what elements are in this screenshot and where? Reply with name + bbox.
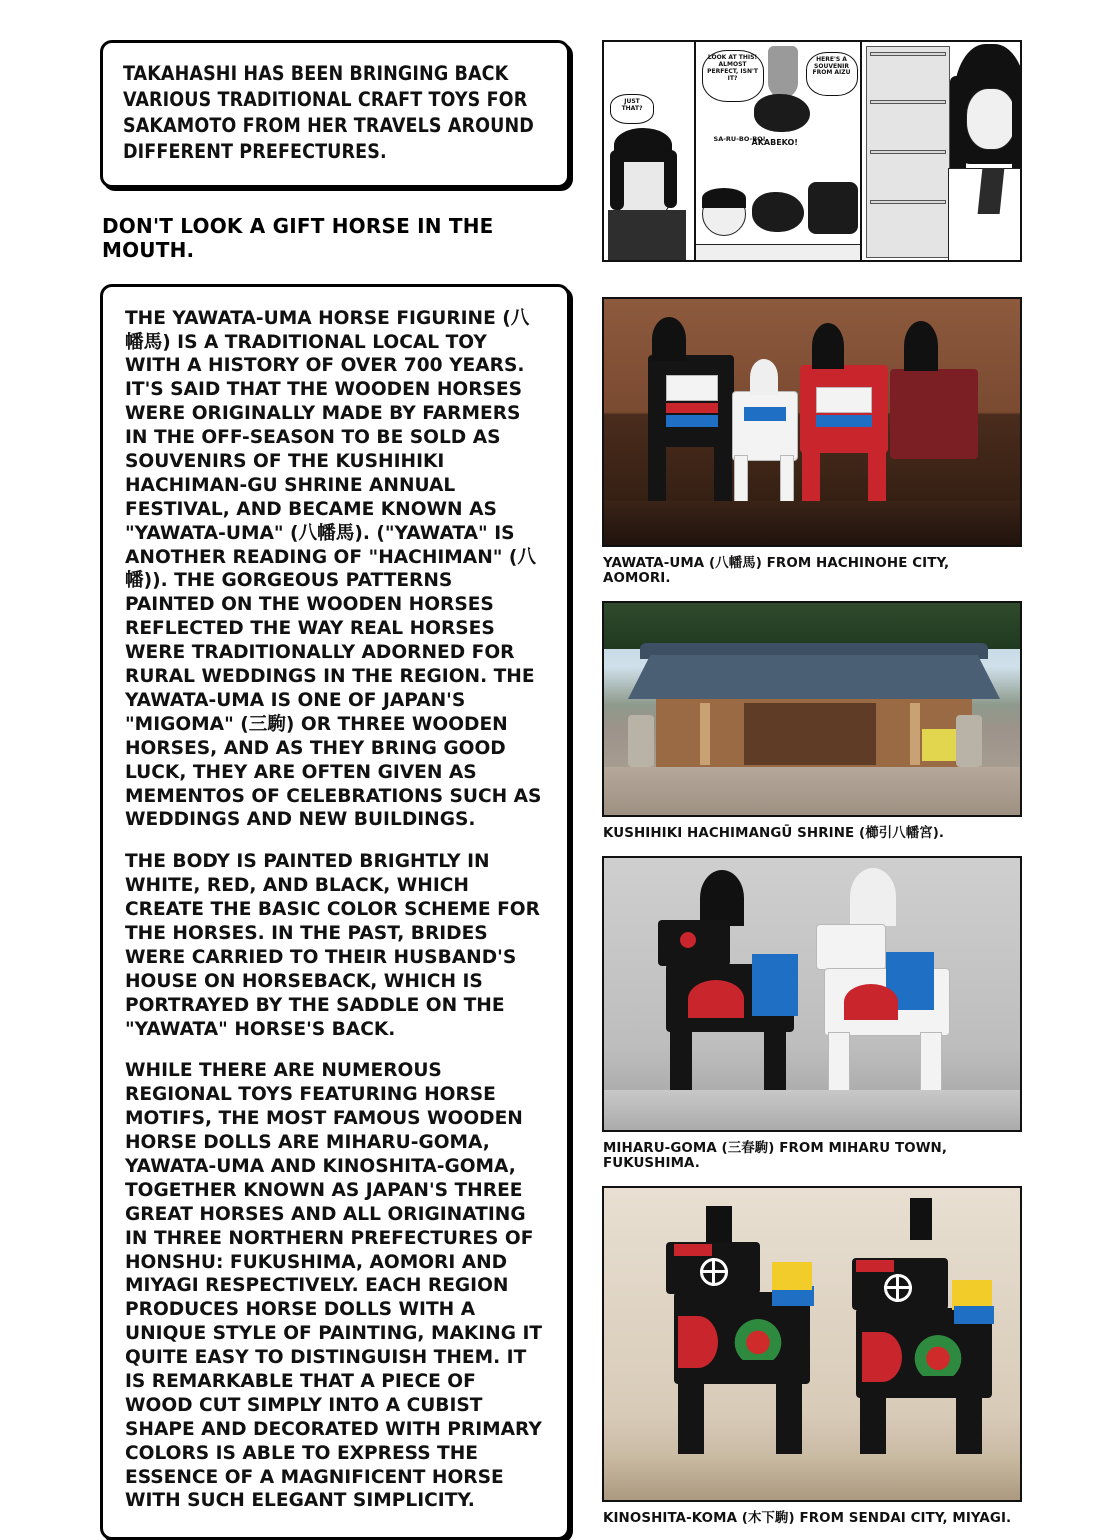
horse-mane-white [850, 868, 896, 926]
speech-bubble-look-at-this: LOOK AT THIS! ALMOST PERFECT, ISN'T IT? [702, 50, 764, 102]
miharu-goma-caption: MIHARU-GOMA (三春駒) FROM MIHARU TOWN, FUKUSHIMA. [603, 1141, 948, 1171]
miharu-goma-frame [602, 856, 1022, 1132]
horse-floral-pattern [910, 1332, 966, 1376]
article-column [28, 40, 588, 1512]
horse-head-white [816, 924, 886, 970]
horse-pattern-red [844, 984, 898, 1020]
horse-saddle-pattern [666, 375, 718, 401]
panel-floor [696, 244, 860, 262]
kinoshita-koma-frame [602, 1186, 1022, 1502]
horse-red-pattern [678, 1316, 718, 1368]
horse-leg [802, 447, 820, 503]
photo-table-surface [604, 501, 1020, 545]
figure-column [602, 40, 1022, 1526]
photo-table-surface [604, 1090, 1020, 1130]
comic-strip-figure [602, 40, 1022, 290]
photo-table-surface [604, 1454, 1020, 1500]
kinoshita-koma-caption: KINOSHITA-KOMA (木下駒) FROM SENDAI CITY, MIYAGI. [603, 1511, 1012, 1526]
figure-yawata-uma [602, 297, 1022, 594]
yawata-uma-caption: YAWATA-UMA (八幡馬) FROM HACHINOHE CITY, AOMORI. [603, 556, 950, 586]
speech-bubble-heres-souvenir: HERE'S A SOUVENIR FROM AIZU [806, 52, 858, 96]
stone-lantern-right [956, 715, 982, 767]
horse-mane [812, 323, 844, 369]
horse-red-muzzle-stripe [856, 1260, 894, 1272]
speech-bubble-just-that: JUST THAT? [610, 94, 654, 124]
horse-mane-black [700, 870, 744, 926]
horse-blue-band [816, 415, 872, 427]
horse-white-body [732, 391, 798, 461]
comic-strip-frame [602, 40, 1022, 262]
kinoshita-koma-photo [604, 1188, 1020, 1500]
comic-strip [604, 42, 1020, 262]
horse-saddle-blue [752, 954, 798, 1016]
article-body-box [100, 284, 570, 1540]
horse-mane-bristle [706, 1206, 732, 1246]
shelf-line-1 [870, 52, 946, 56]
stone-lantern-left [628, 715, 654, 767]
yawata-uma-photo [604, 299, 1020, 545]
toy-horse-silhouette-1 [752, 192, 804, 232]
kokeshi-hair [702, 188, 746, 208]
yawata-uma-frame [602, 297, 1022, 547]
horse-dark-red-body [890, 369, 978, 459]
article-paragraph-3: WHILE THERE ARE NUMEROUS REGIONAL TOYS FEATURING HORSE MOTIFS, THE MOST FAMOUS WOODEN HORSE DOLLS ARE MIHARU-GOMA, YAWATA-UMA AND KINOSHITA-GOMA, TOGETHER KNOWN AS JAPAN'S THREE GREAT HORSES AND ALL ORIGINATING IN THREE NORTHERN PREFECTURES OF HONSHU: FUKUSHIMA, AOMORI AND MIYAGI RESPECTIVELY. EACH REGION PRODUCES HORSE DOLLS WITH A UNIQUE STYLE OF PAINTING, MAKING IT QUITE EASY TO DISTINGUISH THEM. IT IS REMARKABLE THAT A PIECE OF WOOD CUT SIMPLY INTO A CUBIST SHAPE AND DECORATED WITH PRIMARY COLORS IS ABLE TO EXPRESS THE ESSENCE OF A MAGNIFICENT HORSE WITH SUCH ELEGANT SIMPLICITY. [125, 1060, 543, 1512]
shrine-photo [604, 603, 1020, 815]
horse-pattern-red [688, 980, 744, 1018]
horse-saddle-pattern [816, 387, 872, 413]
horse-leg [670, 1028, 692, 1094]
comic-panel-2 [696, 42, 862, 262]
article-paragraph-1: THE YAWATA-UMA HORSE FIGURINE (八幡馬) IS A TRADITIONAL LOCAL TOY WITH A HISTORY OF OVER 700 YEARS. IT'S SAID THAT THE WOODEN HORSES WERE ORIGINALLY MADE BY FARMERS IN THE OFF-SEASON TO BE SOLD AS SOUVENIRS OF THE KUSHIHIKI HACHIMAN-GU SHRINE ANNUAL FESTIVAL, AND BECAME KNOWN AS "YAWATA-UMA" (八幡馬). ("YAWATA" IS ANOTHER READING OF "HACHIMAN" (八幡)). THE GORGEOUS PATTERNS PAINTED ON THE WOODEN HORSES REFLECTED THE WAY REAL HORSES WERE TRADITIONALLY ADORNED FOR RURAL WEDDINGS IN THE REGION. THE YAWATA-UMA IS ONE OF JAPAN'S "MIGOMA" (三駒) OR THREE WOODEN HORSES, AND AS THEY BRING GOOD LUCK, THEY ARE OFTEN GIVEN AS MEMENTOS OF CELEBRATIONS SUCH AS WEDDINGS AND NEW BUILDINGS. [125, 307, 542, 831]
horse-leg [714, 439, 732, 501]
toy-horse-silhouette-2 [808, 182, 858, 234]
girl-tie [977, 168, 1004, 214]
sfx-akabeko: AKABEKO! [751, 138, 798, 147]
comic-panel-3 [862, 42, 1020, 262]
shrine-pillar [910, 703, 920, 765]
shrine-roof [628, 655, 1000, 699]
intro-text: TAKAHASHI HAS BEEN BRINGING BACK VARIOUS TRADITIONAL CRAFT TOYS FOR SAKAMOTO FROM HER TRAVELS AROUND DIFFERENT PREFECTURES. [123, 62, 534, 163]
horse-blue-band [666, 415, 718, 427]
shelf-line-2 [870, 100, 946, 104]
horse-blue-pattern [744, 407, 786, 421]
figure-kinoshita-koma [602, 1186, 1022, 1534]
shrine-entrance [744, 703, 876, 765]
horse-leg [780, 455, 794, 503]
horse-saddle-yellow [772, 1262, 812, 1290]
article-paragraph-2: THE BODY IS PAINTED BRIGHTLY IN WHITE, RED, AND BLACK, WHICH CREATE THE BASIC COLOR SCHEME FOR THE HORSES. IN THE PAST, BRIDES WERE CARRIED TO THEIR HUSBAND'S HOUSE ON HORSEBACK, WHICH IS PORTRAYED BY THE SADDLE ON THE "YAWATA" HORSE'S BACK. [125, 851, 540, 1040]
character-hair-side [610, 150, 624, 210]
horse-leg [920, 1032, 942, 1096]
horse-mane-white [750, 359, 778, 395]
horse-mane [652, 317, 686, 361]
character-body [608, 210, 686, 262]
figure-shrine [602, 601, 1022, 849]
character-hair-side-2 [664, 150, 677, 208]
horse-leg [678, 1380, 704, 1460]
horse-leg [734, 455, 748, 503]
horse-eye-red [680, 932, 696, 948]
horse-leg [764, 1028, 786, 1094]
shrine-plaza [604, 767, 1020, 817]
shrine-pillar [700, 703, 710, 765]
shelf-line-3 [870, 150, 946, 154]
tagline: DON'T LOOK A GIFT HORSE IN THE MOUTH. [102, 213, 494, 262]
sarubobo-figure [754, 94, 810, 132]
shrine-caption: KUSHIHIKI HACHIMANGŪ SHRINE (櫛引八幡宮). [603, 826, 945, 841]
horse-eye-cross-v [712, 1258, 715, 1286]
yellow-banner [922, 729, 956, 761]
horse-mane-bristle [910, 1198, 932, 1240]
horse-leg [776, 1380, 802, 1460]
horse-leg [648, 439, 666, 501]
horse-leg [868, 447, 886, 503]
intro-caption-box [100, 40, 570, 188]
horse-black-body [648, 355, 734, 447]
girl-face [966, 88, 1016, 150]
sfx-sarubobo: SA-RU-BO-BO! [713, 135, 766, 143]
hand-shape [768, 46, 798, 98]
comic-strip-caption [602, 262, 1022, 290]
horse-eye-cross-v [896, 1274, 899, 1302]
horse-red-pattern [862, 1332, 902, 1382]
comic-panel-1 [604, 42, 696, 262]
miharu-goma-photo [604, 858, 1020, 1130]
horse-saddle-blue [954, 1306, 994, 1324]
horse-mane [904, 321, 938, 371]
shelf-line-4 [870, 200, 946, 204]
shrine-frame [602, 601, 1022, 817]
horse-leg [828, 1032, 850, 1096]
figure-miharu-goma [602, 856, 1022, 1179]
horse-red-muzzle-stripe [674, 1244, 712, 1256]
horse-floral-pattern [730, 1316, 786, 1360]
horse-red-band [666, 403, 718, 413]
